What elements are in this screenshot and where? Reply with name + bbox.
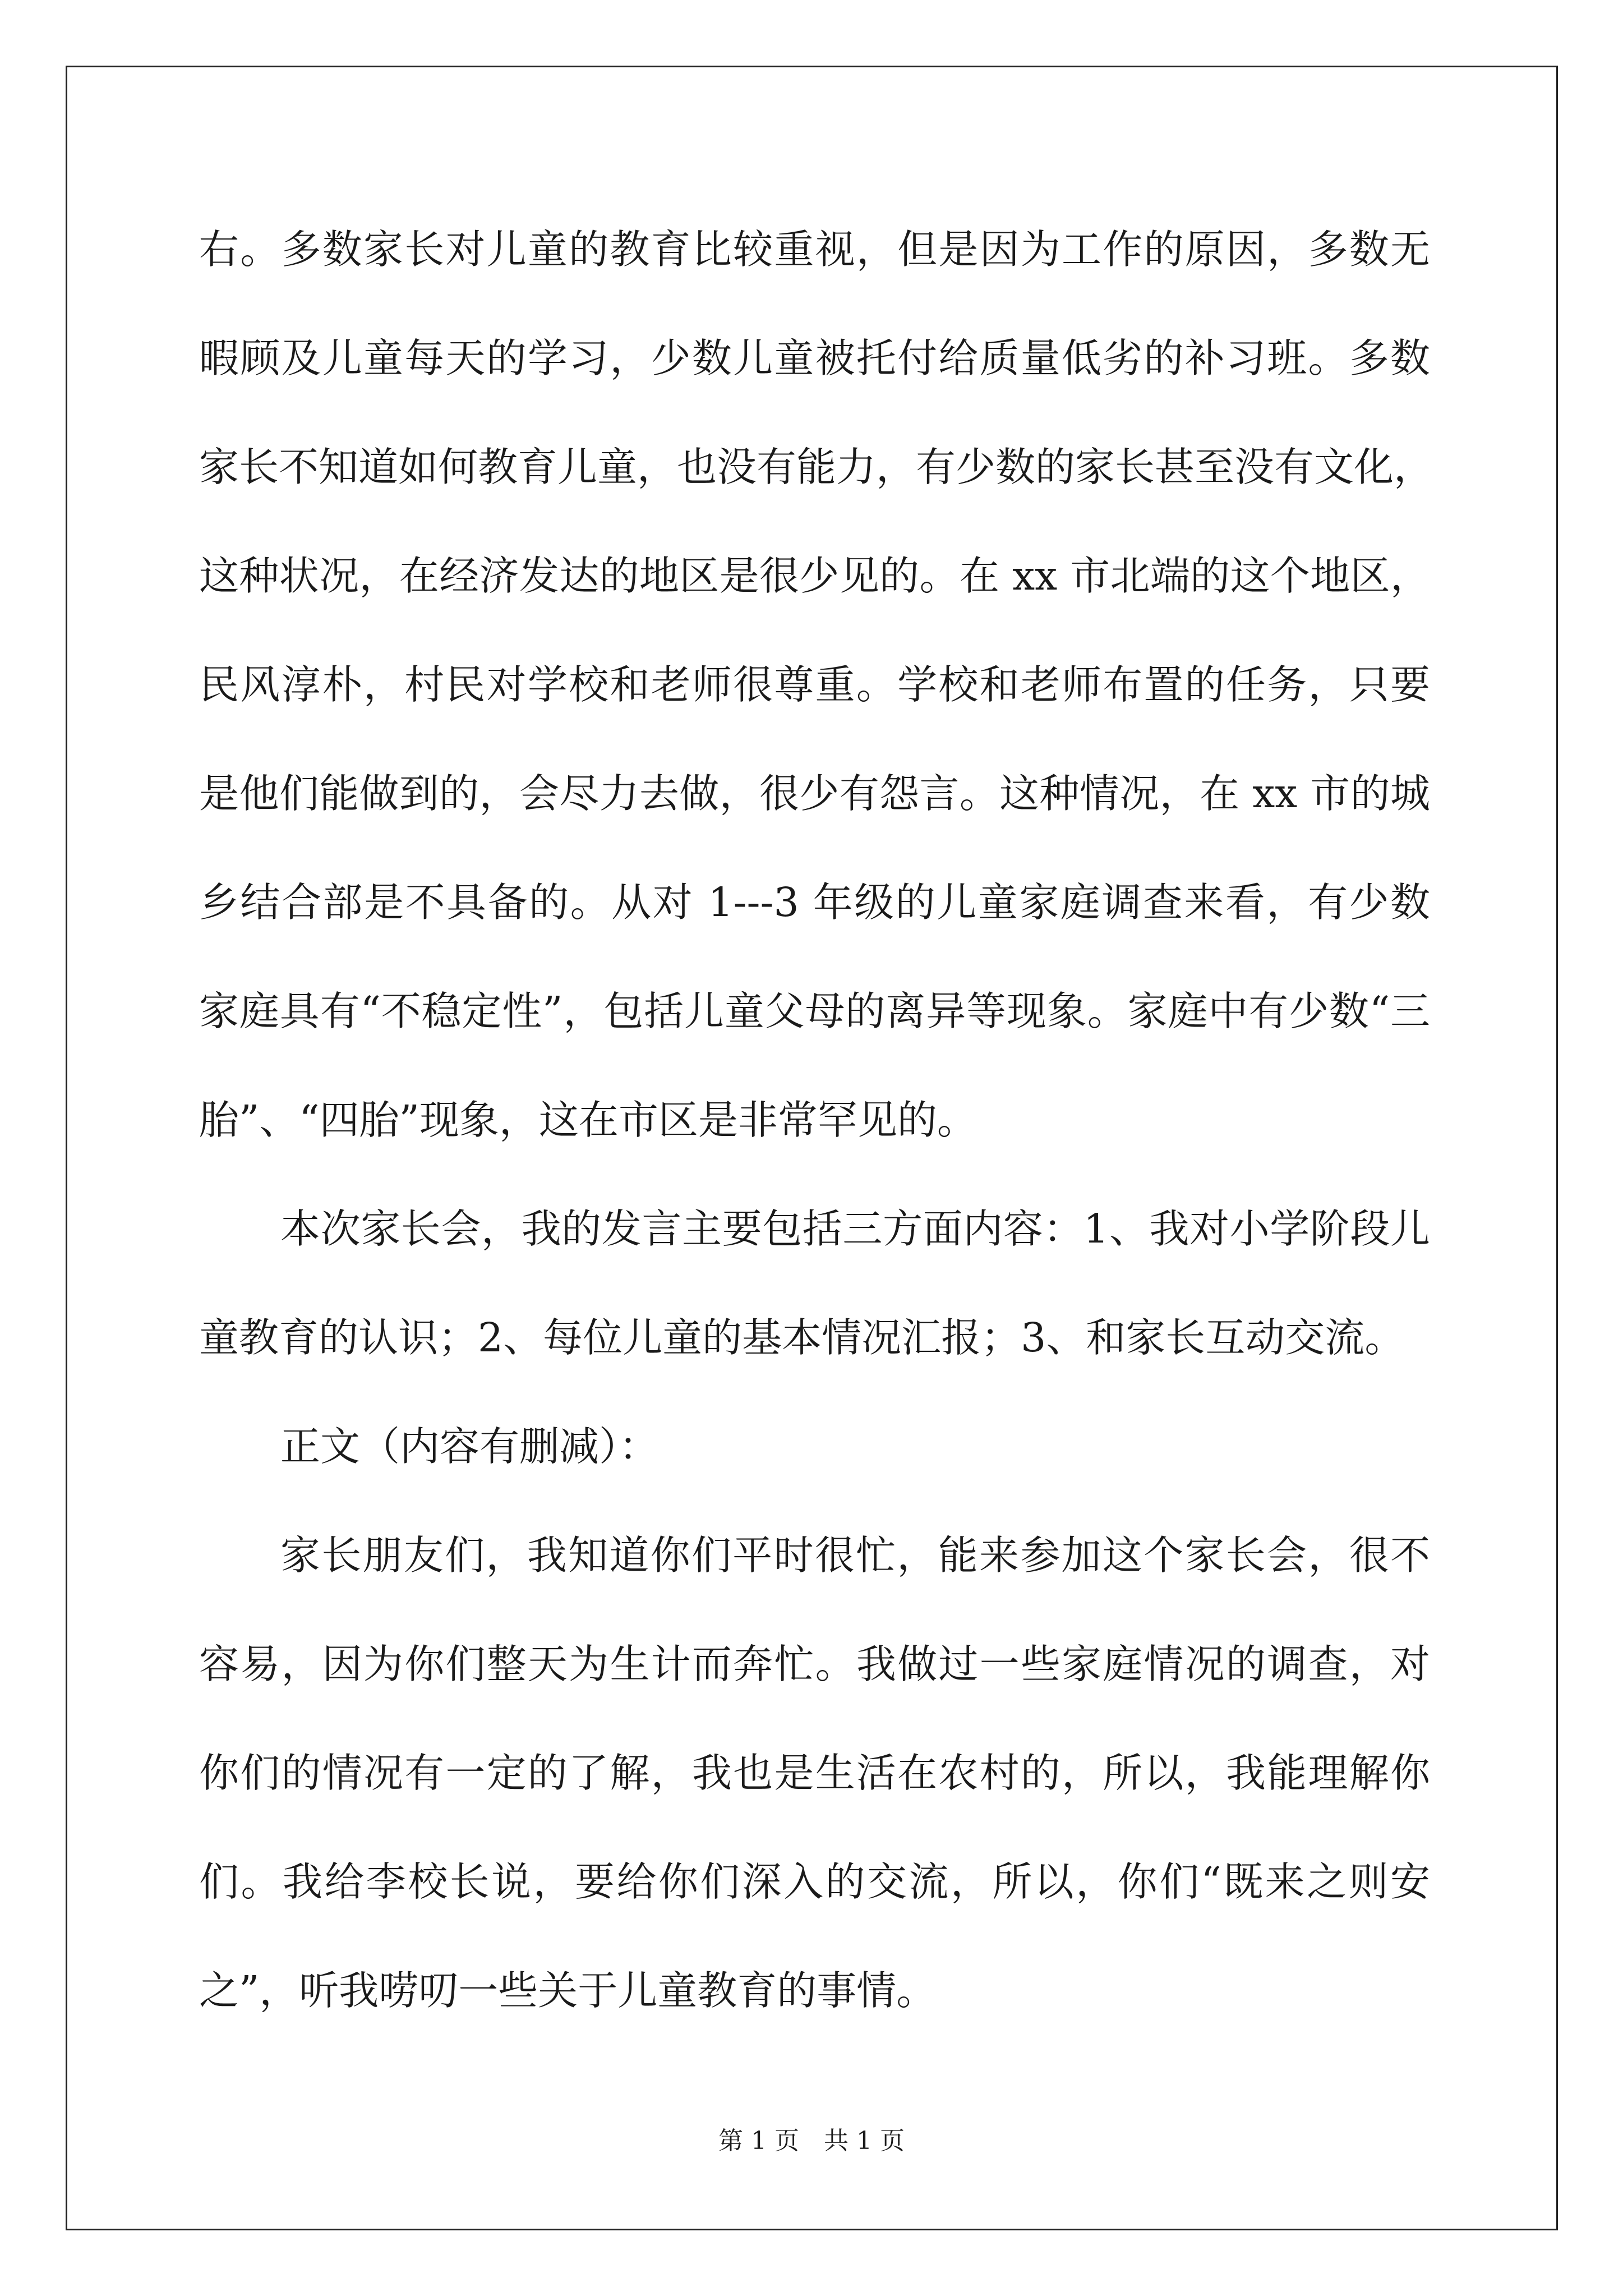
- text-line: 们。我给李校长说，要给你们深入的交流，所以，你们“既来之则安: [199, 1858, 1430, 1905]
- text-line: 容易，因为你们整天为生计而奔忙。我做过一些家庭情况的调查，对: [199, 1641, 1430, 1687]
- text-line: 暇顾及儿童每天的学习，少数儿童被托付给质量低劣的补习班。多数: [199, 335, 1430, 381]
- text-line: 家庭具有“不稳定性”，包括儿童父母的离异等现象。家庭中有少数“三: [199, 988, 1430, 1034]
- text-line: 这种状况，在经济发达的地区是很少见的。在 xx 市北端的这个地区，: [199, 553, 1430, 599]
- text-line: 家长不知道如何教育儿童，也没有能力，有少数的家长甚至没有文化，: [199, 444, 1434, 490]
- text-line: 本次家长会，我的发言主要包括三方面内容：1、我对小学阶段儿: [280, 1205, 1430, 1252]
- text-line: 胎”、“四胎”现象，这在市区是非常罕见的。: [199, 1097, 977, 1143]
- text-line: 是他们能做到的，会尽力去做，很少有怨言。这种情况，在 xx 市的城: [199, 770, 1430, 817]
- page-number: 第 1 页 共 1 页: [718, 2127, 905, 2155]
- text-line: 你们的情况有一定的了解，我也是生活在农村的，所以，我能理解你: [199, 1750, 1430, 1796]
- text-line: 乡结合部是不具备的。从对 1---3 年级的儿童家庭调查来看，有少数: [199, 879, 1430, 926]
- text-line: 右。多数家长对儿童的教育比较重视，但是因为工作的原因，多数无: [199, 226, 1430, 273]
- section-heading: 正文（内容有删减）：: [280, 1423, 659, 1470]
- text-line: 之”，听我唠叨一些关于儿童教育的事情。: [199, 1967, 937, 2014]
- text-line: 民风淳朴，村民对学校和老师很尊重。学校和老师布置的任务，只要: [199, 661, 1430, 708]
- text-line: 童教育的认识；2、每位儿童的基本情况汇报；3、和家长互动交流。: [199, 1314, 1405, 1361]
- text-line: 家长朋友们，我知道你们平时很忙，能来参加这个家长会，很不: [280, 1532, 1430, 1579]
